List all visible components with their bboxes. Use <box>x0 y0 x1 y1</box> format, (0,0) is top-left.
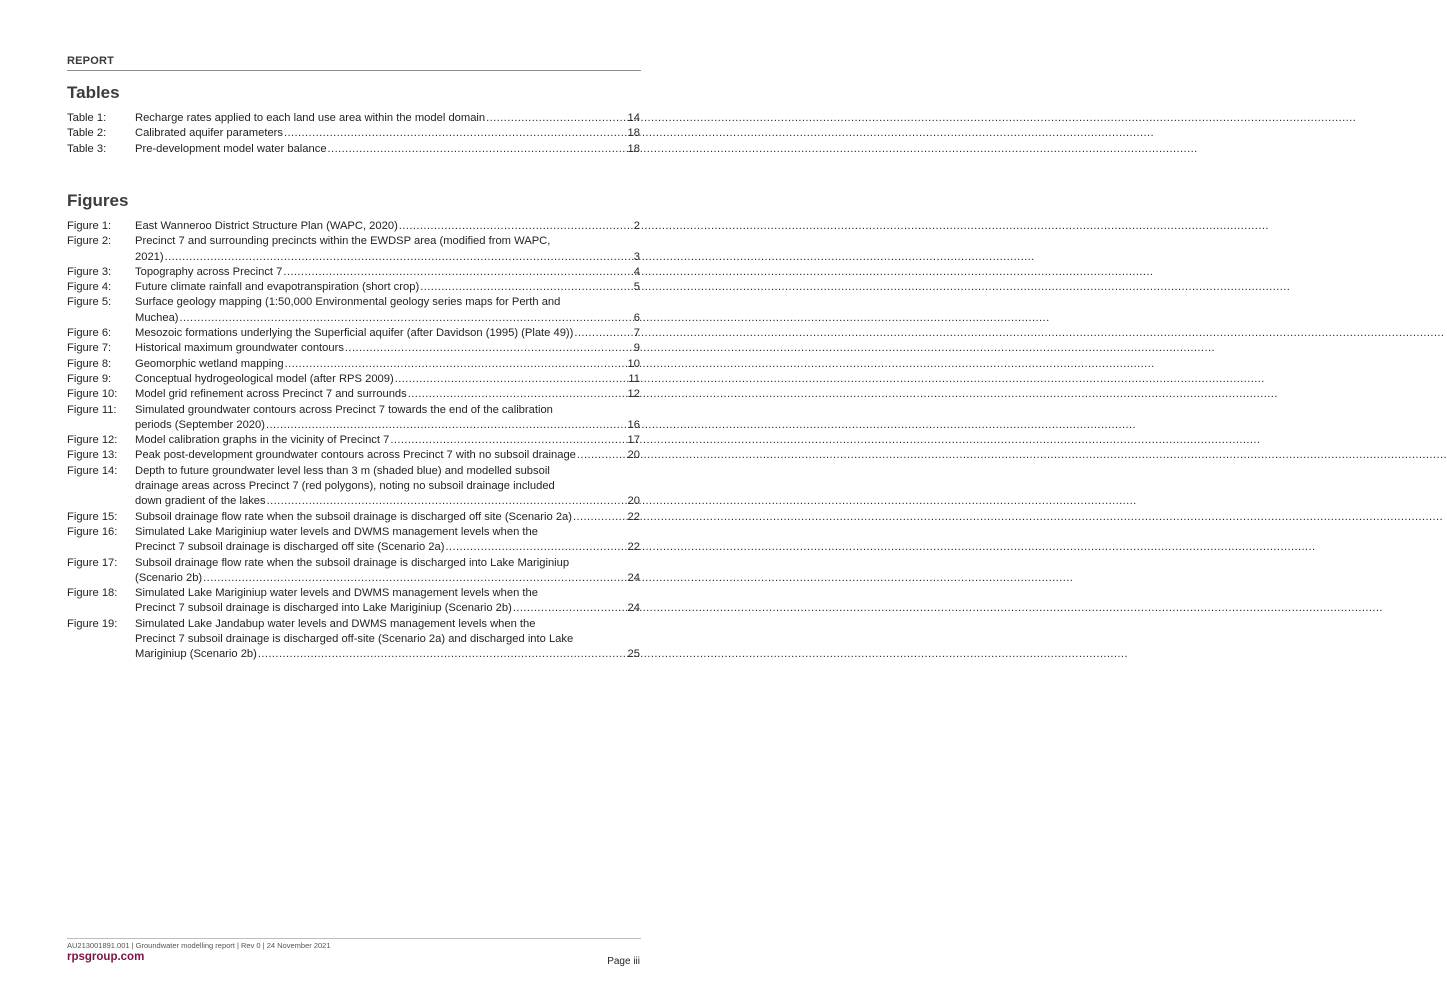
toc-entry-label: Figure 12: <box>67 434 118 447</box>
dot-leader <box>390 433 626 448</box>
toc-entry-label: Figure 13: <box>67 449 118 462</box>
report-label: REPORT <box>67 55 115 67</box>
toc-entry-title: Subsoil drainage flow rate when the subsoil drainage is discharged off site (Scenario 2a) <box>135 510 572 523</box>
dot-leader <box>486 111 626 126</box>
dot-leader <box>445 540 626 555</box>
toc-entry-label: Figure 15: <box>67 510 118 523</box>
toc-entry[interactable] <box>67 556 640 587</box>
toc-entry-title: Historical maximum groundwater contours <box>135 342 344 355</box>
toc-entry[interactable] <box>67 510 640 525</box>
toc-entry[interactable] <box>67 433 640 448</box>
dot-leader <box>203 571 626 586</box>
toc-entry-page: 9 <box>633 342 640 355</box>
toc-entry[interactable] <box>67 448 640 463</box>
toc-entry-label: Figure 16: <box>67 525 118 538</box>
toc-entry-title: Calibrated aquifer parameters <box>135 127 283 140</box>
dot-leader <box>267 494 627 509</box>
toc-entry-title-line: Simulated Lake Mariginiup water levels and DWMS management levels when the <box>135 525 538 538</box>
toc-entry[interactable] <box>67 464 640 510</box>
toc-entry-page: 3 <box>633 250 640 263</box>
dot-leader <box>513 601 627 616</box>
toc-entry-label: Figure 2: <box>67 235 112 248</box>
dot-leader <box>180 311 633 326</box>
toc-entry-label: Figure 10: <box>67 388 118 401</box>
toc-entry-label: Figure 8: <box>67 357 112 370</box>
toc-entry-label: Figure 7: <box>67 342 112 355</box>
toc-entry-title: Model calibration graphs in the vicinity of Precinct 7 <box>135 434 390 447</box>
toc-entry-page: 5 <box>633 281 640 294</box>
toc-entry-title: Mesozoic formations underlying the Superficial aquifer (after Davidson (1995) (Plate 49)) <box>135 327 574 340</box>
toc-entry[interactable] <box>67 265 640 280</box>
toc-entry-title: East Wanneroo District Structure Plan (WAPC, 2020) <box>135 220 398 232</box>
toc-entry-title-line: Simulated Lake Jandabup water levels and DWMS management levels when the <box>135 617 536 630</box>
toc-entry-title: Conceptual hydrogeological model (after RPS 2009) <box>135 372 394 385</box>
dot-leader <box>420 280 633 295</box>
toc-entry[interactable] <box>67 142 640 157</box>
toc-entry-label: Figure 17: <box>67 556 118 569</box>
toc-entry-title: Precinct 7 subsoil drainage is discharged into Lake Mariginiup (Scenario 2b) <box>135 602 512 615</box>
toc-entry[interactable] <box>67 280 640 295</box>
page-number: Page iii <box>607 956 640 967</box>
toc-entry-page: 12 <box>627 388 640 401</box>
toc-entry-page: 24 <box>627 571 640 584</box>
toc-entry-title: Geomorphic wetland mapping <box>135 357 284 370</box>
toc-entry-label: Figure 1: <box>67 220 112 232</box>
toc-entry-title-line: Simulated Lake Mariginiup water levels and DWMS management levels when the <box>135 587 538 600</box>
toc-entry-title-line: Precinct 7 subsoil drainage is discharged off-site (Scenario 2a) and discharged into Lake <box>135 633 574 646</box>
figures-heading: Figures <box>67 191 129 210</box>
toc-entry-title-line: drainage areas across Precinct 7 (red polygons), noting no subsoil drainage included <box>135 480 555 493</box>
toc-entry-title: (Scenario 2b) <box>135 571 203 584</box>
toc-entry-title-line: Subsoil drainage flow rate when the subsoil drainage is discharged into Lake Mariginiup <box>135 556 570 569</box>
toc-entry-label: Figure 5: <box>67 296 112 309</box>
header-rule <box>67 70 641 71</box>
dot-leader <box>328 142 627 157</box>
toc-entry-title-line: Surface geology mapping (1:50,000 Environmental geology series maps for Perth and <box>135 296 561 309</box>
dot-leader <box>577 448 627 463</box>
toc-entry-title: 2021) <box>135 250 164 263</box>
toc-entry-page: 6 <box>633 311 640 324</box>
toc-entry-page: 2 <box>633 220 640 232</box>
toc-entry-title: Future climate rainfall and evapotranspiration (short crop) <box>135 281 420 294</box>
toc-entry-label: Table 3: <box>67 142 107 155</box>
toc-entry-page: 20 <box>627 449 640 462</box>
toc-entry-page: 7 <box>633 327 640 340</box>
toc-entry-page: 16 <box>627 418 640 431</box>
dot-leader <box>285 357 627 372</box>
toc-entry[interactable] <box>67 387 640 402</box>
toc-entry-label: Figure 9: <box>67 372 112 385</box>
dot-leader <box>284 126 627 141</box>
toc-entry[interactable] <box>67 219 640 234</box>
toc-entry[interactable] <box>67 372 640 387</box>
toc-entry[interactable] <box>67 234 640 265</box>
footer-doc-info: AU213001891.001 | Groundwater modelling report | Rev 0 | 24 November 2021 <box>67 941 331 950</box>
tables-list <box>67 111 640 157</box>
dot-leader <box>395 372 628 387</box>
footer-brand[interactable]: rpsgroup.com <box>67 951 145 963</box>
toc-entry-title: Peak post-development groundwater contours across Precinct 7 with no subsoil drainage <box>135 449 576 462</box>
toc-entry-title: Mariginiup (Scenario 2b) <box>135 648 257 661</box>
toc-entry[interactable] <box>67 295 640 326</box>
toc-entry-page: 22 <box>627 510 640 523</box>
toc-entry-label: Figure 6: <box>67 327 112 340</box>
dot-leader <box>573 510 627 525</box>
toc-entry-page: 14 <box>627 112 640 124</box>
toc-entry-label: Figure 11: <box>67 403 117 416</box>
toc-entry-page: 24 <box>627 602 640 615</box>
toc-entry-title-line: Precinct 7 and surrounding precincts within the EWDSP area (modified from WAPC, <box>135 235 551 248</box>
toc-entry-page: 18 <box>627 127 640 140</box>
dot-leader <box>574 326 632 341</box>
toc-entry-title: down gradient of the lakes <box>135 495 266 508</box>
toc-entry-page: 10 <box>627 357 640 370</box>
dot-leader <box>345 341 633 356</box>
figures-list <box>67 219 640 663</box>
toc-entry-page: 4 <box>633 265 640 278</box>
toc-entry-title: Pre-development model water balance <box>135 142 327 155</box>
toc-entry-title: periods (September 2020) <box>135 418 265 431</box>
toc-entry[interactable] <box>67 525 640 556</box>
toc-entry-title-line: Simulated groundwater contours across Precinct 7 towards the end of the calibration <box>135 403 553 416</box>
dot-leader <box>399 219 633 234</box>
toc-entry[interactable] <box>67 126 640 141</box>
footer-rule <box>67 938 641 939</box>
toc-entry-page: 17 <box>627 434 640 447</box>
toc-entry-page: 25 <box>627 648 640 661</box>
toc-entry-label: Table 2: <box>67 127 107 140</box>
toc-entry[interactable] <box>67 617 640 663</box>
dot-leader <box>283 265 632 280</box>
toc-entry-page: 18 <box>627 142 640 155</box>
toc-entry-title-line: Depth to future groundwater level less than 3 m (shaded blue) and modelled subsoil <box>135 464 550 477</box>
dot-leader <box>266 418 627 433</box>
toc-entry-title: Recharge rates applied to each land use area within the model domain <box>135 112 486 124</box>
toc-entry-label: Figure 14: <box>67 464 118 477</box>
toc-entry-label: Figure 3: <box>67 265 112 278</box>
tables-heading: Tables <box>67 83 120 102</box>
dot-leader <box>258 647 627 662</box>
dot-leader <box>408 387 627 402</box>
toc-entry-label: Figure 18: <box>67 587 118 600</box>
toc-entry-page: 20 <box>627 495 640 508</box>
toc-entry[interactable] <box>67 357 640 372</box>
toc-entry-title: Topography across Precinct 7 <box>135 265 283 278</box>
toc-entry-label: Figure 4: <box>67 281 112 294</box>
toc-entry[interactable] <box>67 586 640 617</box>
toc-entry[interactable] <box>67 326 640 341</box>
toc-entry-page: 11 <box>628 372 640 385</box>
toc-entry[interactable] <box>67 341 640 356</box>
toc-entry-label: Figure 19: <box>67 617 118 630</box>
toc-entry-page: 22 <box>627 541 640 554</box>
toc-entry-title: Precinct 7 subsoil drainage is discharged off site (Scenario 2a) <box>135 541 445 554</box>
toc-entry-title: Muchea) <box>135 311 179 324</box>
dot-leader <box>165 250 633 265</box>
toc-entry[interactable] <box>67 403 640 434</box>
toc-entry-title: Model grid refinement across Precinct 7 and surrounds <box>135 388 407 401</box>
toc-entry[interactable] <box>67 111 640 126</box>
toc-entry-label: Table 1: <box>67 112 107 124</box>
